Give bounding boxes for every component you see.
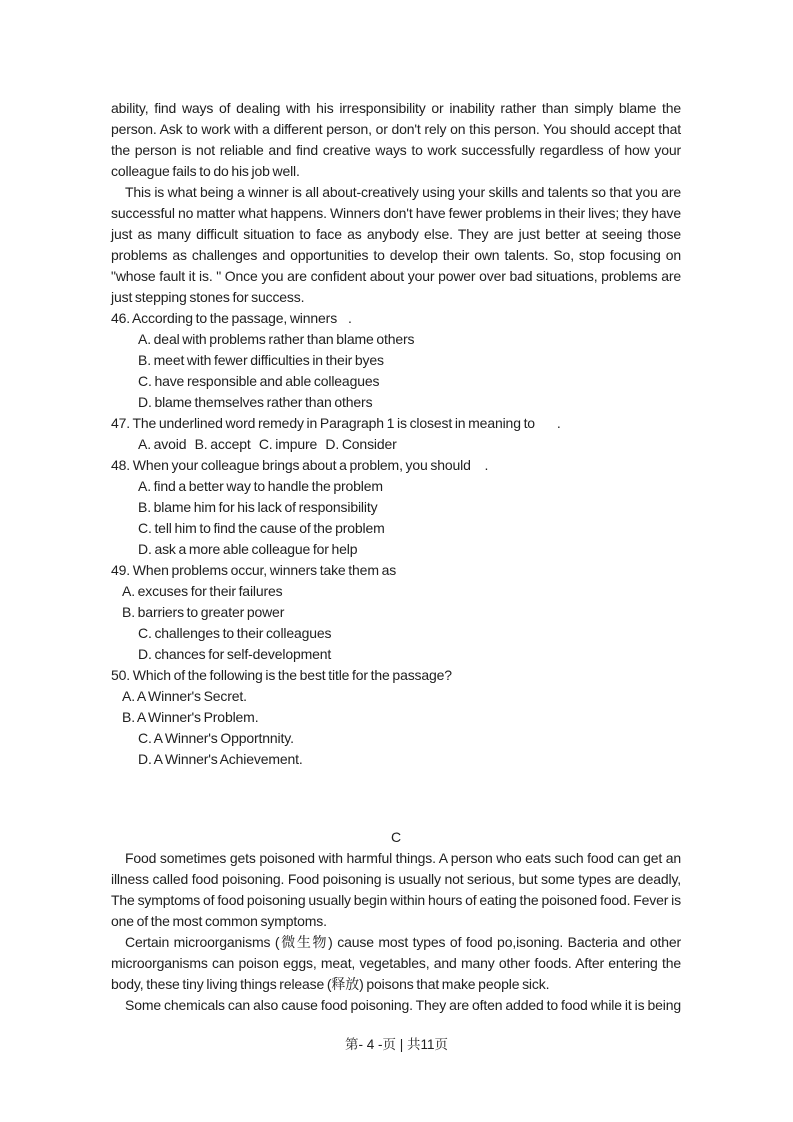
- question-48-stem: 48. When your colleague brings about a problem, you should .: [111, 457, 489, 473]
- question-48: [111, 455, 681, 560]
- passage-paragraph-winner: This is what being a winner is all about-creatively using your skills and talents so that you are successful no matter what happens. Winners don't have fewer problems in their lives; they have just as many difficult situation to face as anybody else. They are just better at seeing those problems as challenges and opportunities to develop their own talents. So, stop focusing on "whose fault it is. " Once you are confident about your power over bad situations, problems are just stepping stones for success.: [111, 184, 681, 305]
- question-48-option-c: C. tell him to find the cause of the problem: [138, 520, 385, 536]
- question-46-stem: 46. According to the passage, winners .: [111, 310, 352, 326]
- question-50-option-b: B. A Winner's Problem.: [122, 709, 259, 725]
- question-49-option-b: B. barriers to greater power: [122, 604, 285, 620]
- question-50-stem: 50. Which of the following is the best title for the passage?: [111, 667, 452, 683]
- question-46-option-d: D. blame themselves rather than others: [138, 394, 373, 410]
- question-46-option-c: C. have responsible and able colleagues: [138, 373, 380, 389]
- page-footer: [0, 1034, 793, 1055]
- passage-paragraph-continuation: ability, find ways of dealing with his irresponsibility or inability rather than simply blame the person. Ask to work with a different person, or don't rely on this person. You should accept that the person is not reliable and find creative ways to work successfully regardless of how your colleague fails to do his job well.: [111, 100, 681, 179]
- question-50-option-d: D. A Winner's Achievement.: [138, 751, 303, 767]
- page-number: 第- 4 -页 | 共11页: [344, 1037, 449, 1052]
- question-46-option-b: B. meet with fewer difficulties in their byes: [138, 352, 384, 368]
- question-49-option-a: A. excuses for their failures: [122, 583, 283, 599]
- question-49-option-c: C. challenges to their colleagues: [138, 625, 332, 641]
- section-c-paragraph-3: Some chemicals can also cause food poisoning. They are often added to food while it is being: [125, 997, 681, 1013]
- question-48-option-b: B. blame him for his lack of responsibility: [138, 499, 378, 515]
- question-47-options-row: A. avoid B. accept C. impure D. Consider: [138, 436, 397, 452]
- question-47: [111, 413, 681, 455]
- question-49: [111, 560, 681, 665]
- question-46-option-a: A. deal with problems rather than blame others: [138, 331, 415, 347]
- section-c-paragraph-2: Certain microorganisms (微生物) cause most types of food po,isoning. Bacteria and other microorganisms can poison eggs, meat, vegetables, and many other foods. After entering the body, these tiny living things release (释放) poisons that make people sick.: [111, 934, 681, 992]
- question-47-stem: 47. The underlined word remedy in Paragraph 1 is closest in meaning to .: [111, 415, 561, 431]
- question-48-option-d: D. ask a more able colleague for help: [138, 541, 358, 557]
- section-c: [111, 827, 681, 1016]
- section-c-paragraph-1: Food sometimes gets poisoned with harmful things. A person who eats such food can get an illness called food poisoning. Food poisoning is usually not serious, but some types are deadly, The symptoms of food poisoning usually begin within hours of eating the poisoned food. Fever is one of the most common symptoms.: [111, 850, 681, 929]
- question-48-option-a: A. find a better way to handle the problem: [138, 478, 383, 494]
- question-49-option-d: D. chances for self-development: [138, 646, 332, 662]
- question-46: [111, 308, 681, 413]
- question-49-stem: 49. When problems occur, winners take them as: [111, 562, 397, 578]
- section-c-heading: C: [391, 829, 401, 845]
- question-50: [111, 665, 681, 770]
- question-50-option-a: A. A Winner's Secret.: [122, 688, 247, 704]
- question-50-option-c: C. A Winner's Opportnnity.: [138, 730, 294, 746]
